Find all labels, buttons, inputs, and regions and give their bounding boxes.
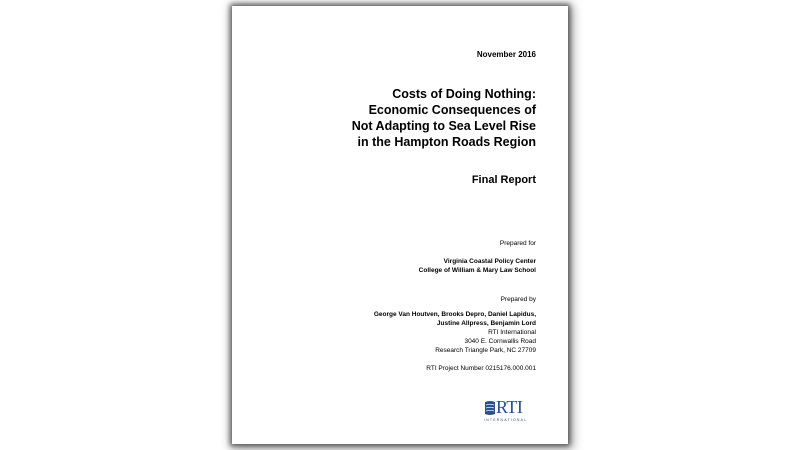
organization-address	[435, 328, 536, 355]
rti-logo-subtext: INTERNATIONAL	[484, 418, 528, 422]
client-line: Virginia Coastal Policy Center	[443, 258, 536, 265]
report-cover-page	[232, 6, 568, 444]
org-line: 3040 E. Cornwallis Road	[464, 338, 536, 345]
author-line: Justine Allpress, Benjamin Lord	[436, 320, 536, 327]
title-line: Costs of Doing Nothing:	[392, 87, 536, 101]
prepared-by-label: Prepared by	[500, 296, 536, 303]
title-line: Not Adapting to Sea Level Rise	[351, 119, 536, 133]
final-report-label: Final Report	[471, 174, 536, 186]
rti-logo	[484, 398, 536, 424]
client-line: College of William & Mary Law School	[418, 267, 536, 274]
org-line: Research Triangle Park, NC 27709	[435, 347, 536, 354]
report-title	[352, 86, 536, 150]
client-block	[419, 257, 536, 275]
rti-logo-text: RTI	[496, 397, 523, 417]
title-line: Economic Consequences of	[368, 103, 536, 117]
rti-globe-icon	[484, 400, 496, 416]
org-line: RTI International	[488, 329, 536, 336]
project-number: RTI Project Number 0215176.000.001	[426, 365, 536, 372]
author-line: George Van Houtven, Brooks Depro, Daniel Lapidus,	[373, 311, 536, 318]
title-line: in the Hampton Roads Region	[357, 135, 536, 149]
authors-block	[374, 310, 536, 328]
prepared-for-label: Prepared for	[499, 240, 536, 247]
report-date: November 2016	[476, 50, 536, 59]
